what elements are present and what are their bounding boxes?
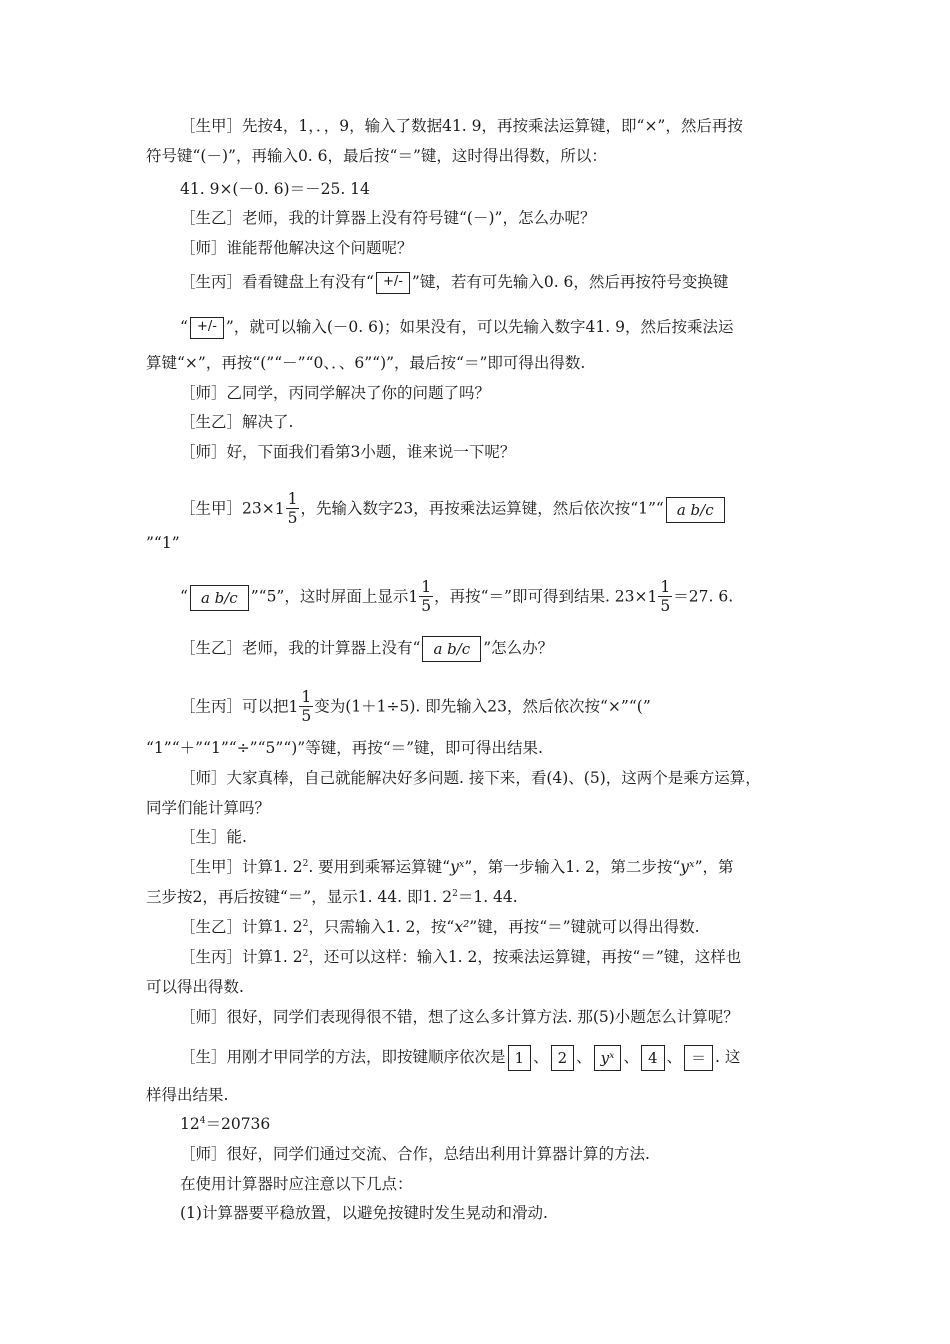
fraction: [286, 490, 300, 527]
mixed-number: [275, 490, 301, 527]
text: ＝20736: [205, 1115, 271, 1133]
denominator: 5: [421, 597, 432, 615]
sep: 、: [576, 1048, 592, 1066]
text: ［生丙］可以把: [180, 697, 289, 716]
whole: 1: [288, 697, 299, 716]
key-4-icon: 4: [641, 1045, 665, 1071]
text: “: [180, 318, 188, 336]
text: ［生乙］老师，我的计算器上没有“: [180, 639, 421, 657]
text: ＝27. 6.: [673, 587, 734, 606]
numerator: 1: [287, 490, 298, 508]
exponent: 4: [199, 1115, 206, 1126]
exponent: 2: [302, 858, 309, 869]
text: ，还可以这样：输入1. 2，按乘法运算键，再按“＝”键，这样也: [308, 948, 742, 966]
exponent: 2: [452, 888, 458, 899]
para-line: [180, 856, 734, 878]
para-line: ［生］能.: [180, 828, 247, 846]
text: ”键，再按“＝”键就可以得出得数.: [469, 918, 700, 936]
denominator: 5: [660, 597, 671, 615]
mixed-number: [289, 688, 315, 725]
para-line: ［师］很好，同学们通过交流、合作，总结出利用计算器计算的方法.: [180, 1145, 650, 1163]
para-line: 符号键“(－)”，再输入0. 6，最后按“＝”键，这时得出得数，所以：: [146, 147, 607, 165]
para-line: [180, 946, 741, 968]
text: ，先输入数字23，再按乘法运算键，然后依次按“1”“: [300, 499, 664, 518]
power-symbol: yˣ: [450, 858, 465, 876]
para-line: [180, 490, 727, 527]
key-1-icon: 1: [508, 1045, 532, 1071]
power-key-icon: yˣ: [594, 1045, 622, 1071]
para-line: ”“1”: [146, 534, 180, 552]
text: ［生乙］计算1. 2: [180, 918, 303, 936]
fraction: [299, 688, 313, 725]
para-line: [180, 271, 728, 293]
numerator: 1: [421, 578, 432, 596]
para-line: ［师］乙同学，丙同学解决了你的问题了吗？: [180, 384, 491, 402]
para-line: [180, 916, 700, 938]
equals-key-icon: ＝: [684, 1045, 713, 1071]
para-line: 算键“×”，再按“(”“－”“0、．、6”“)”，最后按“＝”即可得出得数.: [146, 354, 586, 372]
para-line: ［师］谁能帮他解决这个问题呢？: [180, 239, 413, 257]
para-line: 可以得出得数.: [146, 978, 244, 996]
para-line: ［生乙］老师，我的计算器上没有符号键“(－)”，怎么办呢？: [180, 209, 596, 227]
para-line: 样得出结果.: [146, 1086, 229, 1104]
text: 12: [180, 1115, 200, 1133]
para-line: [146, 886, 518, 908]
text: ”，第一步输入1. 2，第二步按“: [464, 858, 681, 876]
text: ，再按“＝”即可得到结果. 23×: [434, 587, 648, 606]
text: ＝1. 44.: [457, 888, 518, 906]
denominator: 5: [301, 707, 312, 725]
para-line: ［师］好，下面我们看第3小题，谁来说一下呢？: [180, 443, 516, 461]
text: ”怎么办？: [483, 639, 554, 657]
text: ”“5”，这时屏面上显示: [250, 587, 409, 606]
text: “: [180, 587, 188, 606]
whole: 1: [274, 499, 285, 518]
equation-line: 41. 9×(－0. 6)＝－25. 14: [180, 180, 370, 198]
text: . 这: [715, 1048, 741, 1066]
sign-change-key-icon: +/-: [190, 317, 224, 339]
numerator: 1: [301, 688, 312, 706]
key-2-icon: 2: [551, 1045, 575, 1071]
text: ［生甲］23×: [180, 499, 275, 518]
text: . 要用到乘幂运算键“: [308, 858, 451, 876]
fraction: [419, 578, 433, 615]
whole: 1: [408, 587, 419, 606]
numerator: 1: [660, 578, 671, 596]
para-line: 同学们能计算吗？: [146, 799, 271, 817]
text: ”，就可以输入(－0. 6)；如果没有，可以先输入数字41. 9，然后按乘法运: [225, 318, 734, 336]
denominator: 5: [287, 509, 298, 527]
sign-change-key-icon: +/-: [376, 272, 410, 294]
para-line: (1)计算器要平稳放置，以避免按键时发生晃动和滑动.: [180, 1204, 548, 1222]
text: ［生甲］计算1. 2: [180, 858, 303, 876]
text: ［生］用刚才甲同学的方法，即按键顺序依次是: [180, 1048, 506, 1066]
text: ”，第: [694, 858, 734, 876]
para-line: [180, 1043, 740, 1071]
para-line: [180, 316, 733, 338]
text: 三步按2，再后按键“＝”，显示1. 44. 即1. 2: [146, 888, 453, 906]
para-line: ［生乙］解决了.: [180, 413, 294, 431]
exponent: 2: [302, 918, 309, 929]
mixed-number: [408, 578, 434, 615]
text: ”键，若有可先输入0. 6，然后再按符号变换键: [411, 273, 729, 291]
text: 变为(1＋1÷5). 即先输入23，然后依次按“×”“(”: [314, 697, 651, 716]
fraction-key-icon: a b/c: [666, 497, 725, 523]
whole: 1: [647, 587, 658, 606]
para-line: [180, 578, 734, 615]
para-line: ［师］大家真棒，自己就能解决好多问题. 接下来，看(4)、(5)，这两个是乘方运算，: [180, 769, 761, 787]
text: ［生丙］看看键盘上有没有“: [180, 273, 374, 291]
square-symbol: x²: [454, 918, 470, 936]
fraction: [658, 578, 672, 615]
para-line: [180, 634, 553, 662]
sep: 、: [666, 1048, 683, 1066]
sep: 、: [623, 1048, 639, 1066]
equation-line: [180, 1113, 270, 1135]
fraction-key-icon: a b/c: [422, 636, 481, 662]
sep: 、: [533, 1048, 549, 1066]
text: ，只需输入1. 2，按“: [308, 918, 455, 936]
exponent: 2: [302, 948, 309, 959]
para-line: [180, 688, 651, 725]
para-line: ［师］很好，同学们表现得很不错，想了这么多计算方法. 那(5)小题怎么计算呢？: [180, 1008, 739, 1026]
text: ［生丙］计算1. 2: [180, 948, 303, 966]
para-line: “1”“＋”“1”“÷”“5”“)”等键，再按“＝”键，即可得出结果.: [146, 739, 543, 757]
para-line: ［生甲］先按4，1，．，9，输入了数据41. 9，再按乘法运算键，即“×”，然后再按: [180, 117, 743, 135]
fraction-key-icon: a b/c: [190, 585, 249, 611]
para-line: 在使用计算器时应注意以下几点：: [180, 1175, 413, 1193]
mixed-number: [648, 578, 674, 615]
power-symbol: yˣ: [680, 858, 695, 876]
